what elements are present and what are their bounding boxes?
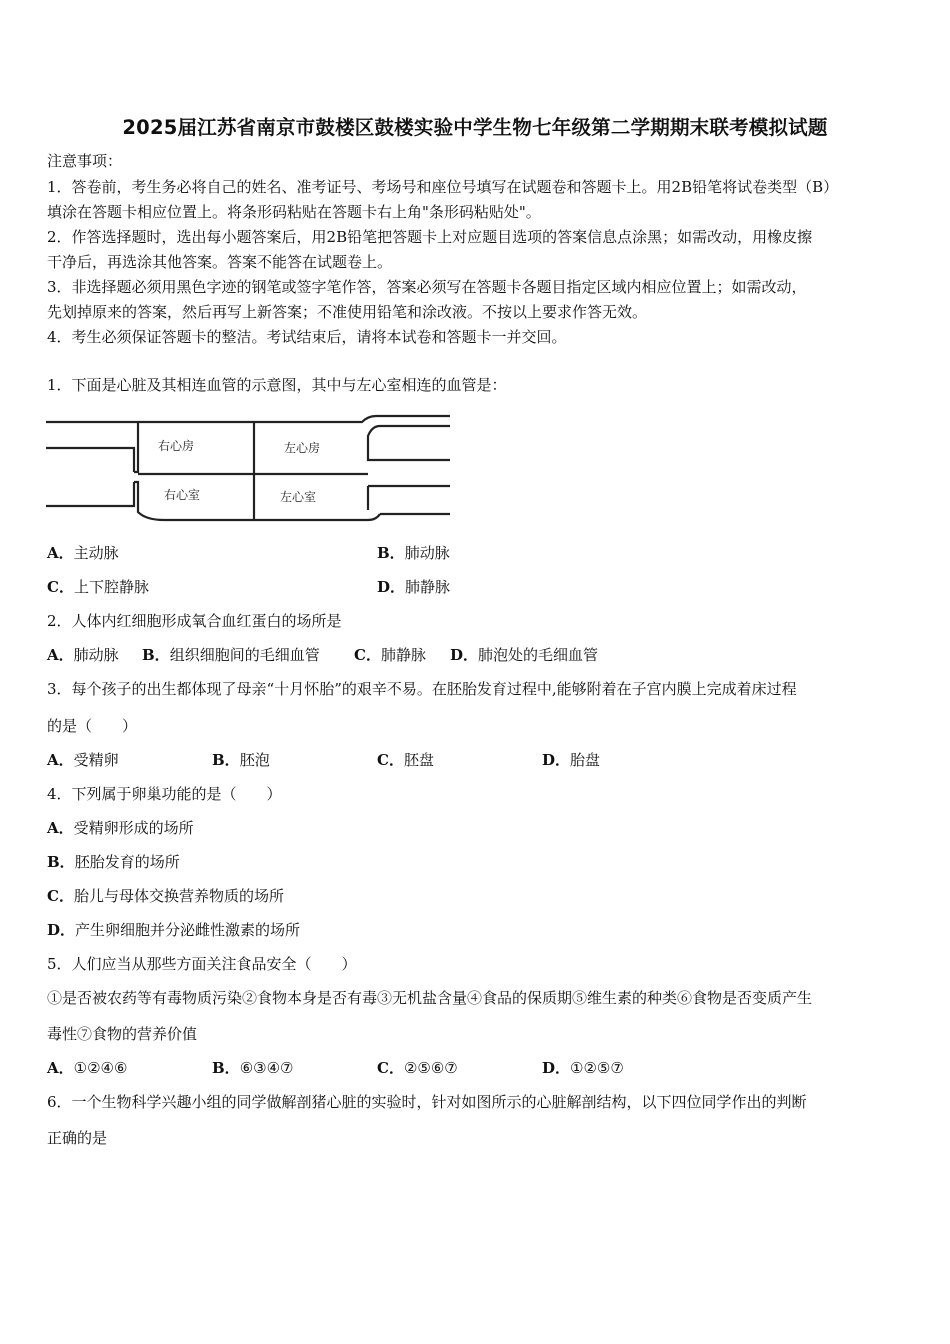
option-text: ②⑤⑥⑦ bbox=[403, 1059, 458, 1077]
q3-option-a bbox=[47, 750, 119, 770]
q6-stem: 6．一个生物科学兴趣小组的同学做解剖猪心脏的实验时，针对如图所示的心脏解剖结构，以下四位同学作出的判断 bbox=[47, 1093, 807, 1111]
option-letter: D． bbox=[377, 578, 406, 596]
notice-line: 先划掉原来的答案，然后再写上新答案；不准使用铅笔和涂改液。不按以上要求作答无效。 bbox=[47, 303, 648, 321]
page-title: 2025届江苏省南京市鼓楼区鼓楼实验中学生物七年级第二学期期末联考模拟试题 bbox=[122, 116, 828, 139]
option-text: 组织细胞间的毛细血管 bbox=[169, 646, 320, 664]
option-text: ①②④⑥ bbox=[73, 1059, 128, 1077]
label-right-atrium: 右心房 bbox=[158, 439, 195, 453]
option-text: ⑥③④⑦ bbox=[239, 1059, 294, 1077]
q4-option-a bbox=[47, 818, 194, 838]
option-letter: C． bbox=[47, 578, 74, 596]
q3-stem: 3．每个孩子的出生都体现了母亲“十月怀胎”的艰辛不易。在胚胎发育过程中,能够附着在子宫内膜上完成着床过程 bbox=[47, 680, 797, 698]
q6-stem-continued: 正确的是 bbox=[47, 1129, 108, 1147]
option-text: 上下腔静脉 bbox=[73, 578, 149, 596]
option-letter: B． bbox=[377, 544, 405, 562]
option-letter: D． bbox=[542, 751, 571, 769]
q1-option-c bbox=[47, 577, 149, 597]
heart-diagram bbox=[46, 414, 452, 524]
option-text: 肺动脉 bbox=[73, 646, 119, 664]
option-text: 胚泡 bbox=[239, 751, 270, 769]
q3-option-d bbox=[542, 750, 600, 770]
option-letter: A． bbox=[47, 1059, 74, 1077]
option-text: ①②⑤⑦ bbox=[570, 1059, 624, 1077]
option-text: 主动脉 bbox=[73, 544, 119, 562]
option-letter: D． bbox=[450, 646, 479, 664]
option-letter: B． bbox=[212, 751, 240, 769]
q4-option-d bbox=[47, 920, 300, 940]
q2-option-b bbox=[142, 645, 320, 665]
option-text: 产生卵细胞并分泌雌性激素的场所 bbox=[75, 921, 301, 939]
q2-option-c bbox=[354, 645, 426, 665]
q5-choices-line: ①是否被农药等有毒物质污染②食物本身是否有毒③无机盐含量④食品的保质期⑤维生素的种类⑥食物是否变质产生 bbox=[47, 989, 813, 1007]
q5-option-d bbox=[542, 1058, 624, 1078]
notice-line: 2．作答选择题时，选出每小题答案后，用2B铅笔把答题卡上对应题目选项的答案信息点涂黑；如需改动，用橡皮擦 bbox=[47, 228, 813, 246]
option-text: 肺静脉 bbox=[380, 646, 426, 664]
option-letter: B． bbox=[212, 1059, 240, 1077]
q5-option-a bbox=[47, 1058, 127, 1078]
option-letter: A． bbox=[47, 544, 74, 562]
label-right-ventricle: 右心室 bbox=[164, 488, 201, 502]
option-text: 受精卵 bbox=[73, 751, 119, 769]
notice-line: 干净后，再选涂其他答案。答案不能答在试题卷上。 bbox=[47, 253, 393, 271]
q5-choices-line: 毒性⑦食物的营养价值 bbox=[47, 1025, 198, 1043]
option-text: 肺静脉 bbox=[405, 578, 451, 596]
option-text: 肺泡处的毛细血管 bbox=[478, 646, 599, 664]
option-text: 胚盘 bbox=[403, 751, 434, 769]
q3-stem-continued: 的是（ ） bbox=[47, 717, 138, 735]
notice-line: 4．考生必须保证答题卡的整洁。考试结束后，请将本试卷和答题卡一并交回。 bbox=[47, 328, 567, 346]
option-letter: B． bbox=[47, 853, 75, 871]
option-text: 受精卵形成的场所 bbox=[73, 819, 194, 837]
label-left-ventricle: 左心室 bbox=[280, 490, 317, 504]
option-letter: C． bbox=[47, 887, 74, 905]
option-letter: C． bbox=[377, 1059, 404, 1077]
q2-option-d bbox=[450, 645, 598, 665]
q2-option-a bbox=[47, 645, 119, 665]
q3-option-c bbox=[377, 750, 434, 770]
notice-line: 填涂在答题卡相应位置上。将条形码粘贴在答题卡右上角"条形码粘贴处"。 bbox=[47, 203, 541, 221]
q2-stem: 2．人体内红细胞形成氧合血红蛋白的场所是 bbox=[47, 612, 342, 630]
q5-option-c bbox=[377, 1058, 458, 1078]
option-letter: D． bbox=[542, 1059, 571, 1077]
option-letter: A． bbox=[47, 751, 74, 769]
q3-option-b bbox=[212, 750, 270, 770]
q4-stem: 4．下列属于卵巢功能的是（ ） bbox=[47, 785, 282, 803]
q5-option-b bbox=[212, 1058, 293, 1078]
option-letter: D． bbox=[47, 921, 76, 939]
option-text: 胎儿与母体交换营养物质的场所 bbox=[73, 887, 284, 905]
q5-stem: 5．人们应当从那些方面关注食品安全（ ） bbox=[47, 955, 357, 973]
option-text: 胚胎发育的场所 bbox=[74, 853, 180, 871]
q1-option-d bbox=[377, 577, 450, 597]
q1-stem: 1．下面是心脏及其相连血管的示意图，其中与左心室相连的血管是： bbox=[47, 376, 507, 394]
option-text: 胎盘 bbox=[570, 751, 601, 769]
label-left-atrium: 左心房 bbox=[284, 441, 321, 455]
notice-line: 1．答卷前，考生务必将自己的姓名、准考证号、考场号和座位号填写在试题卷和答题卡上。用2B铅笔将试卷类型（B） bbox=[47, 178, 839, 196]
option-letter: C． bbox=[377, 751, 404, 769]
q4-option-c bbox=[47, 886, 284, 906]
option-letter: A． bbox=[47, 819, 74, 837]
option-letter: C． bbox=[354, 646, 381, 664]
q4-option-b bbox=[47, 852, 180, 872]
notice-line: 3．非选择题必须用黑色字迹的钢笔或签字笔作答，答案必须写在答题卡各题目指定区域内相应位置上；如需改动， bbox=[47, 278, 807, 296]
option-letter: B． bbox=[142, 646, 170, 664]
option-letter: A． bbox=[47, 646, 74, 664]
q1-option-a bbox=[47, 543, 119, 563]
q1-option-b bbox=[377, 543, 450, 563]
option-text: 肺动脉 bbox=[404, 544, 450, 562]
notice-heading: 注意事项： bbox=[47, 152, 123, 170]
